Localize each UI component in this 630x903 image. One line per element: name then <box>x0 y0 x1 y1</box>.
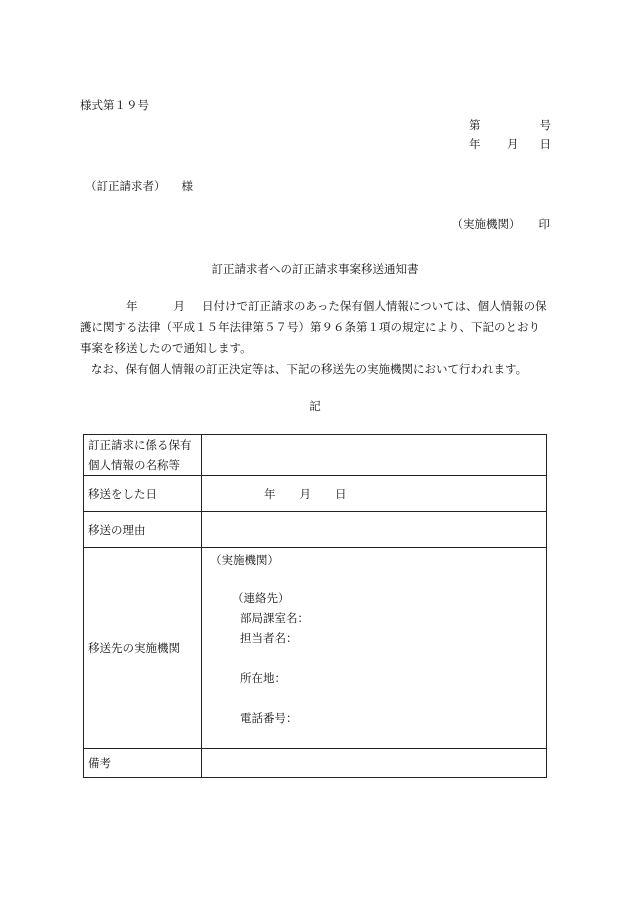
notice-paragraph-1-text: 日付けで訂正請求のあった保有個人情報については、個人情報の保護に関する法律（平成１５年法律第５７号）第９６条第１項の規定により、下記のとおり事案を移送したので通知します。 <box>80 299 547 355</box>
contact-label: （連絡先） <box>232 591 290 605</box>
document-title: 訂正請求者への訂正請求事案移送通知書 <box>211 262 419 276</box>
table-row <box>84 435 547 476</box>
recipient-label: （訂正請求者） <box>85 179 166 193</box>
table-row <box>84 548 547 749</box>
request-date-month: 月 <box>173 299 185 313</box>
row-value-transfer-date <box>202 476 547 512</box>
ki-heading: 記 <box>309 399 321 413</box>
row-value-remarks <box>202 749 547 778</box>
recipient-line <box>85 178 193 194</box>
row-label-transfer-date: 移送をした日 <box>84 476 202 512</box>
transfer-date-day: 日 <box>335 486 347 501</box>
notice-body <box>80 296 550 380</box>
seal-mark: 印 <box>538 217 550 231</box>
issue-date-month: 月 <box>507 137 519 151</box>
transfer-date-year: 年 <box>264 486 276 501</box>
row-label-transfer-reason: 移送の理由 <box>84 512 202 548</box>
transfer-details-table <box>83 434 547 778</box>
document-number-suffix: 号 <box>539 118 551 132</box>
issue-date-year: 年 <box>469 137 481 151</box>
row-label-destination-agency: 移送先の実施機関 <box>84 548 202 749</box>
destination-agency-label: （実施機関） <box>210 553 279 567</box>
person-in-charge-label: 担当者名： <box>240 631 298 645</box>
request-date-year: 年 <box>126 299 138 313</box>
department-label: 部局課室名： <box>240 611 309 625</box>
row-label-remarks: 備考 <box>84 749 202 778</box>
address-label: 所在地： <box>240 671 286 685</box>
document-number-prefix: 第 <box>469 118 481 132</box>
document-number-line <box>469 117 551 133</box>
issuer-line <box>452 216 551 232</box>
row-value-destination-agency <box>202 548 547 749</box>
row-value-transfer-reason <box>202 512 547 548</box>
transfer-date-month: 月 <box>299 486 311 501</box>
table-row <box>84 749 547 778</box>
row-value-requested-info <box>202 435 547 476</box>
form-number: 様式第１９号 <box>80 98 149 112</box>
notice-paragraph-2: なお、保有個人情報の訂正決定等は、下記の移送先の実施機関において行われます。 <box>91 362 528 376</box>
recipient-honorific: 様 <box>181 179 193 193</box>
table-row <box>84 512 547 548</box>
issuer-label: （実施機関） <box>451 217 521 231</box>
notice-paragraph-1 <box>80 296 550 359</box>
table-row <box>84 476 547 512</box>
row-label-requested-info: 訂正請求に係る保有個人情報の名称等 <box>84 435 202 476</box>
phone-number-label: 電話番号： <box>240 711 298 725</box>
issue-date-day: 日 <box>539 137 551 151</box>
